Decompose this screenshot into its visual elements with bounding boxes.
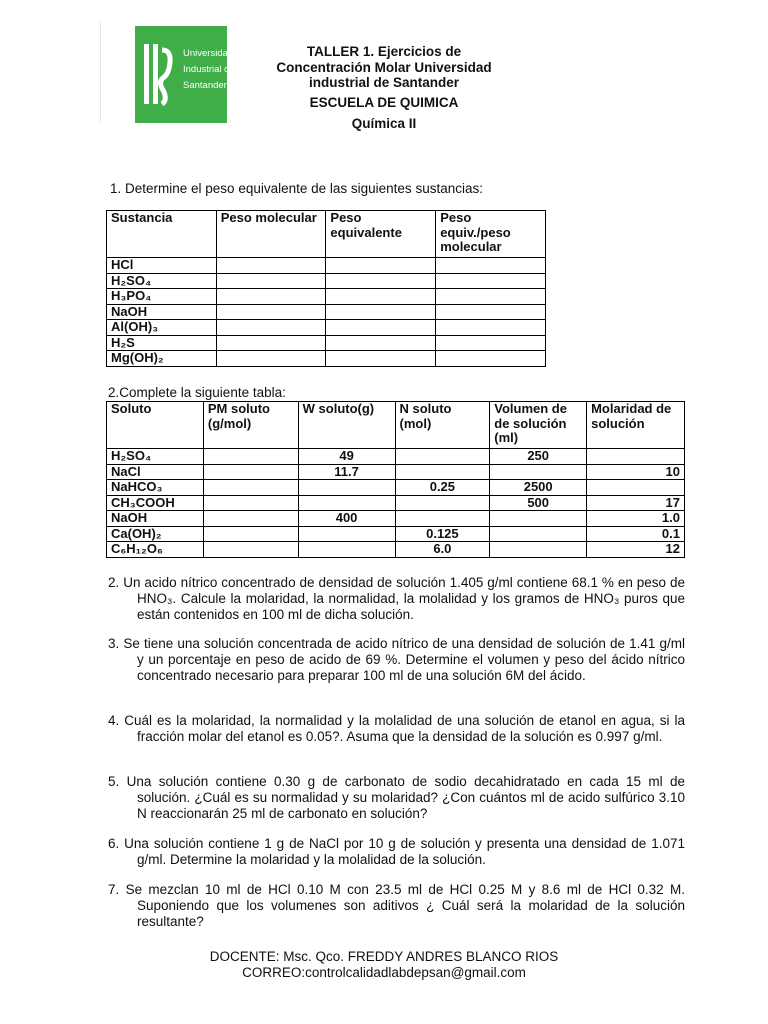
table-row: NaOH 400 1.0 [107,511,685,527]
question-2-text: 2.Complete la siguiente tabla: [108,385,286,400]
table-row: Mg(OH)₂ [107,351,546,367]
table-header-row: Sustancia Peso molecular Peso equivalente Peso equiv./peso molecular [107,211,546,258]
table-row: H₂S [107,335,546,351]
table-row: CH₃COOH 500 17 [107,495,685,511]
course-name: Química II [351,116,417,131]
contact-email: CORREO:controlcalidadlabdepsan@gmail.com [242,965,526,980]
table-row: Al(OH)₃ [107,320,546,336]
problem-4: 4. Cuál es la molaridad, la normalidad y la molalidad de una solución de etanol en agua, si la fracción molar del etanol es 0.05?. Asuma que la densidad de la solución es 0.997 g/ml. [108,713,685,744]
table-row: NaHCO₃ 0.25 2500 [107,480,685,496]
question-1-text: 1. Determine el peso equivalente de las siguientes sustancias: [110,181,483,196]
table-row: H₂SO₄ [107,273,546,289]
equivalent-weight-table [106,210,546,367]
teacher-name: DOCENTE: Msc. Qco. FREDDY ANDRES BLANCO RIOS [209,949,559,964]
problem-7: 7. Se mezclan 10 ml de HCl 0.10 M con 23.5 ml de HCl 0.25 M y 8.6 ml de HCl 0.32 M. Suponiendo que los volumenes son aditivos ¿ Cuál será la molaridad de la solución resultante? [108,882,685,929]
problem-6: 6. Una solución contiene 1 g de NaCl por 10 g de solución y presenta una densidad de 1.071 g/ml. Determine la molaridad y la molalidad de la solución. [108,836,685,867]
document-header [262,44,506,132]
table-row: H₃PO₄ [107,289,546,305]
table-row: NaOH [107,304,546,320]
problem-5: 5. Una solución contiene 0.30 g de carbonato de sodio decahidratado en cada 15 ml de solución. ¿Cuál es su normalidad y su molaridad? ¿Con cuántos ml de acido sulfúrico 3.10 N reaccionarán 25 ml de carbonato en solución? [108,774,685,821]
problem-3: 3. Se tiene una solución concentrada de acido nítrico de una densidad de solución de 1.41 g/ml y un porcentaje en peso de acido de 69 %. Determine el volumen y peso del ácido nítrico concentrado necesario para preparar 100 ml de una solución 6M del ácido. [108,636,685,683]
document-title: TALLER 1. Ejercicios de Concentración Molar Universidad industrial de Santander [276,44,492,90]
uis-emblem-icon [139,40,173,110]
solution-table [106,401,685,558]
table-row: C₆H₁₂O₆ 6.0 12 [107,542,685,558]
table-row: Ca(OH)₂ 0.125 0.1 [107,526,685,542]
logo-text: Universidad Industrial de Santander [183,48,235,91]
university-logo [135,26,235,123]
table-row: HCl [107,258,546,274]
table-header-row: Soluto PM soluto (g/mol) W soluto(g) N soluto (mol) Volumen de de solución (ml) Molaridad de solución [107,402,685,449]
school-name: ESCUELA DE QUIMICA [309,94,459,110]
table-row: H₂SO₄ 49 250 [107,449,685,465]
header-divider [100,22,101,122]
problem-2: 2. Un acido nítrico concentrado de densidad de solución 1.405 g/ml contiene 68.1 % en peso de HNO₃. Calcule la molaridad, la normalidad, la molalidad y los gramos de HNO₃ puros que están contenidos en 100 ml de dicha solución. [108,575,685,622]
table-row: NaCl 11.7 10 [107,464,685,480]
